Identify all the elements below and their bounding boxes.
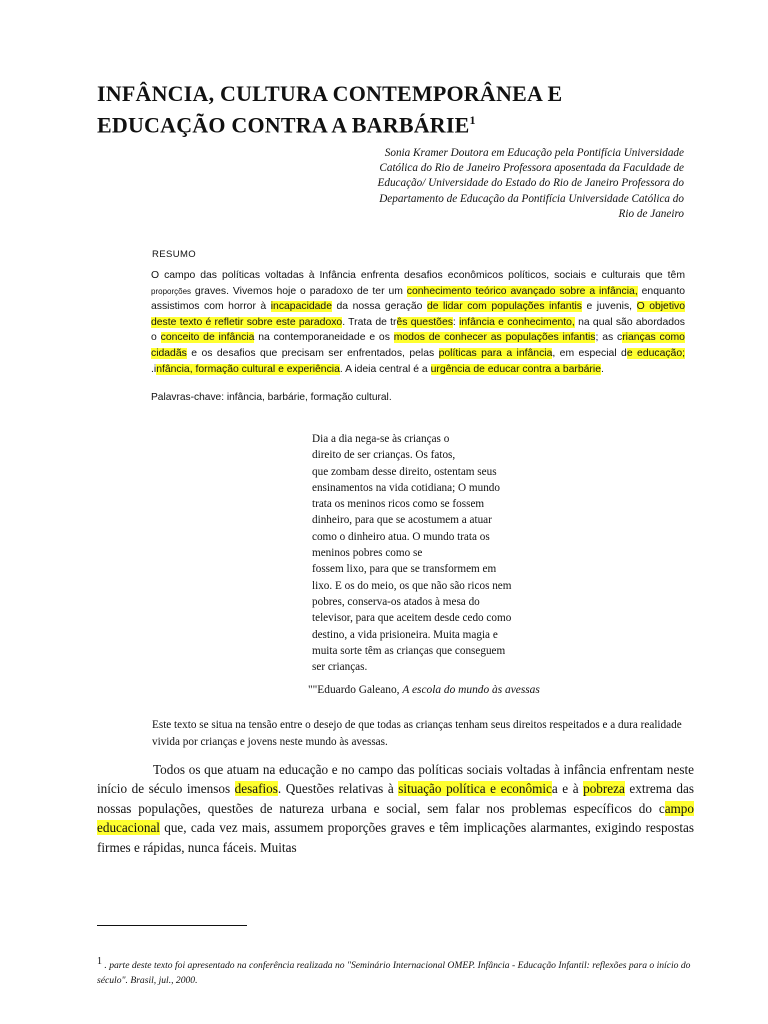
footnote-separator (97, 925, 247, 926)
citation-work: A escola do mundo às avessas (402, 684, 540, 696)
body-text: . Questões relativas à (277, 781, 399, 797)
body-text: que, cada vez mais, assumem proporções graves e têm implicações alarmantes, exigindo respostas firmes e rápidas, nunca fáceis. Muitas (97, 820, 694, 855)
abstract-text: graves. Vivemos hoje o paradoxo de ter um (191, 285, 407, 297)
epigraph-poem (312, 431, 562, 675)
citation-author: ""Eduardo Galeano, (308, 684, 403, 696)
highlighted-text: desafios (234, 781, 278, 797)
abstract-text: . A ideia central é a (339, 363, 431, 375)
abstract-paragraph (151, 268, 685, 377)
body-text: a e à (551, 781, 584, 797)
abstract-text: , em especial d (552, 347, 627, 359)
highlighted-text: e educação; (626, 347, 685, 359)
abstract-text: ; as c (595, 332, 623, 344)
highlighted-text: de lidar com populações infantis (426, 301, 582, 313)
body-text: extrema das nossas populações, questões de natureza urbana e social, sem falar nos problemas específicos do c (97, 781, 695, 816)
poem-line: que zombam desse direito, ostentam seus (312, 465, 497, 478)
footnote-number: 1 (97, 956, 102, 967)
poem-line: Dia a dia nega-se às crianças o (312, 433, 450, 445)
highlighted-text: pobreza (583, 781, 625, 797)
abstract-text: e os desafios que precisam ser enfrentados, pelas (186, 347, 439, 359)
highlighted-text: O objetivo deste texto é refletir sobre este paradoxo (151, 301, 686, 328)
highlighted-text: ampo educacional (97, 800, 694, 836)
title-footnote-ref: 1 (469, 113, 476, 127)
highlighted-text: situação política e econômic (398, 781, 552, 797)
highlighted-text: incapacidade (270, 301, 332, 313)
poem-line: ser crianças. (312, 661, 368, 674)
highlighted-text: urgência de educar contra a barbárie (430, 363, 601, 375)
body-text: Todos os que atuam na educação e no campo das políticas sociais voltadas à infância enfrentam neste início de século imensos (97, 762, 694, 797)
poem-line: lixo. E os do meio, os que não são ricos nem (312, 579, 512, 592)
poem-line: meninos pobres como se (312, 547, 423, 560)
epigraph-citation (308, 684, 540, 696)
abstract-text: .i (151, 363, 157, 375)
intro-paragraph: Este texto se situa na tensão entre o desejo de que todas as crianças tenham seus direitos respeitados e a dura realidade vivida por crianças e jovens neste mundo às avessas. (152, 719, 682, 748)
title-line-2: EDUCAÇÃO CONTRA A BARBÁRIE (97, 112, 470, 138)
poem-line: ensinamentos na vida cotidiana; O mundo (312, 481, 500, 494)
abstract-text: enquanto assistimos com horror à (151, 285, 685, 313)
highlighted-text: conceito de infância (160, 332, 255, 344)
highlighted-text: infância e conhecimento, (459, 316, 575, 328)
footnote (97, 954, 697, 988)
keywords-line: Palavras-chave: infância, barbárie, formação cultural. (151, 392, 392, 403)
highlighted-text: políticas para a infância (438, 347, 553, 359)
author-affiliation: Sonia Kramer Doutora em Educação pela Pontifícia Universidade Católica do Rio de Janeiro Professora aposentada da Faculdade de Educação/ Universidade do Estado do Rio de Janeiro Professora do Departamento de Educação da Pontifícia Universidade Católica do Rio de Janeiro (377, 147, 684, 220)
poem-line: trata os meninos ricos como se fossem (312, 498, 485, 511)
page-title (97, 80, 697, 138)
footnote-text: . parte deste texto foi apresentado na conferência realizada no "Seminário Internacional OMEP. Infância - Educação Infantil: reflexões para o início do século". Brasil, jul., 2000. (97, 960, 691, 987)
highlighted-text: ês questões (396, 316, 453, 328)
abstract-heading: RESUMO (152, 249, 197, 260)
poem-line: direito de ser crianças. Os fatos, (312, 449, 456, 462)
poem-line: como o dinheiro atua. O mundo trata os (312, 530, 490, 543)
poem-line: destino, a vida prisioneira. Muita magia e (312, 628, 498, 641)
abstract-text: O campo das políticas voltadas à Infância enfrenta desafios econômicos políticos, sociais e culturais que têm (151, 270, 685, 281)
abstract-text: . Trata de tr (342, 316, 397, 328)
poem-line: muita sorte têm as crianças que conseguem (312, 644, 506, 657)
abstract-text: na contemporaneidade e os (254, 332, 394, 344)
highlighted-text: rianças como cidadãs (151, 332, 685, 359)
highlighted-text: conhecimento teórico avançado sobre a infância, (406, 285, 638, 297)
poem-line: televisor, para que aceitem desde cedo como (312, 612, 512, 625)
title-line-1: INFÂNCIA, CULTURA CONTEMPORÂNEA E (97, 81, 563, 106)
highlighted-text: modos de conhecer as populações infantis (393, 332, 596, 344)
abstract-text: na qual são abordados o (151, 316, 685, 344)
abstract-text: e juvenis, (581, 301, 637, 313)
abstract-text: : (452, 316, 460, 328)
poem-line: fossem lixo, para que se transformem em (312, 563, 497, 576)
highlighted-text: nfância, formação cultural e experiência (156, 363, 340, 375)
abstract-text: da nossa geração (332, 301, 427, 313)
body-paragraph (97, 760, 694, 857)
abstract-text: proporções (151, 286, 192, 296)
poem-line: pobres, conserva-os atados à mesa do (312, 595, 480, 608)
abstract-text: . (600, 363, 604, 375)
poem-line: dinheiro, para que se acostumem a atuar (312, 514, 492, 527)
